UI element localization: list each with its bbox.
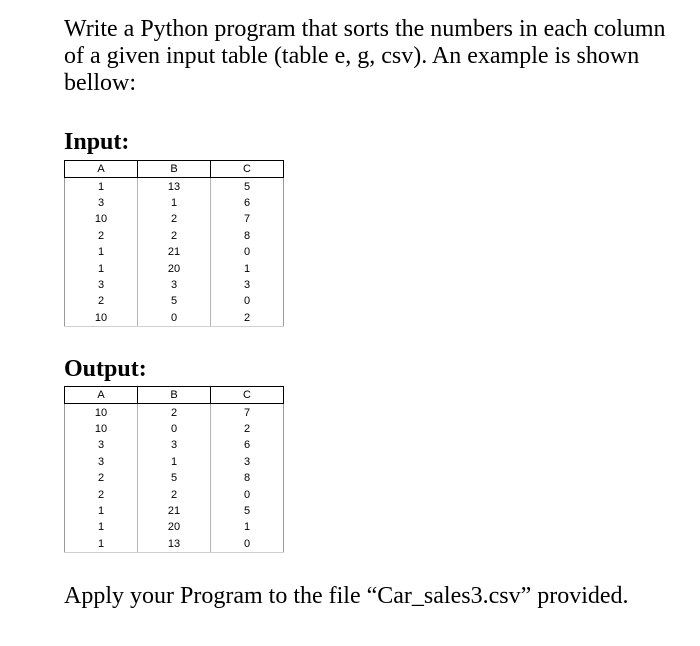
table-row [65,470,284,486]
table-cell: 8 [211,228,284,244]
column-header: C [211,161,284,178]
table-row [65,454,284,470]
table-cell: 21 [138,244,211,260]
table-cell: 7 [211,211,284,227]
output-table [64,386,284,553]
table-cell: 21 [138,503,211,519]
input-table [64,160,284,327]
table-row [65,421,284,437]
table-cell: 3 [211,277,284,293]
table-cell: 0 [138,310,211,327]
column-header: C [211,387,284,404]
table-cell: 2 [211,421,284,437]
table-row [65,277,284,293]
table-cell: 2 [138,228,211,244]
table-cell: 10 [65,404,138,421]
table-row [65,211,284,227]
table-cell: 2 [65,293,138,309]
table-cell: 1 [65,178,138,195]
output-heading: Output: [64,356,147,382]
table-row [65,178,284,195]
table-cell: 1 [65,519,138,535]
table-cell: 3 [138,437,211,453]
table-cell: 1 [211,519,284,535]
table-cell: 0 [211,293,284,309]
table-row [65,536,284,553]
table-cell: 1 [211,260,284,276]
table-row [65,486,284,502]
output-header-row [65,387,284,404]
table-row [65,519,284,535]
table-cell: 0 [211,244,284,260]
table-row [65,437,284,453]
table-cell: 3 [65,277,138,293]
table-cell: 3 [211,454,284,470]
column-header: B [138,387,211,404]
table-cell: 2 [138,211,211,227]
table-cell: 3 [65,437,138,453]
table-row [65,404,284,421]
table-cell: 5 [138,293,211,309]
table-cell: 20 [138,260,211,276]
table-cell: 13 [138,536,211,553]
table-cell: 6 [211,195,284,211]
table-row [65,244,284,260]
table-cell: 2 [65,228,138,244]
table-cell: 1 [138,195,211,211]
table-cell: 10 [65,421,138,437]
table-cell: 0 [211,486,284,502]
table-row [65,503,284,519]
table-row [65,293,284,309]
table-cell: 7 [211,404,284,421]
table-row [65,195,284,211]
column-header: A [65,387,138,404]
table-cell: 8 [211,470,284,486]
column-header: A [65,161,138,178]
table-cell: 2 [138,486,211,502]
table-cell: 2 [65,470,138,486]
table-cell: 3 [138,277,211,293]
table-row [65,228,284,244]
table-cell: 5 [138,470,211,486]
table-cell: 1 [65,536,138,553]
table-cell: 20 [138,519,211,535]
table-cell: 10 [65,211,138,227]
table-cell: 0 [211,536,284,553]
table-cell: 1 [65,244,138,260]
table-cell: 1 [65,503,138,519]
table-cell: 10 [65,310,138,327]
closing-instruction: Apply your Program to the file “Car_sales3.csv” provided. [64,583,629,609]
table-cell: 13 [138,178,211,195]
table-cell: 3 [65,454,138,470]
intro-paragraph: Write a Python program that sorts the numbers in each column of a given input table (table e, g, csv). An example is shown bellow: [64,16,666,96]
table-cell: 1 [138,454,211,470]
table-cell: 5 [211,178,284,195]
table-cell: 2 [65,486,138,502]
table-cell: 0 [138,421,211,437]
input-heading: Input: [64,129,130,155]
table-cell: 6 [211,437,284,453]
table-cell: 2 [211,310,284,327]
table-cell: 3 [65,195,138,211]
table-cell: 1 [65,260,138,276]
column-header: B [138,161,211,178]
table-cell: 2 [138,404,211,421]
table-cell: 5 [211,503,284,519]
table-row [65,260,284,276]
input-header-row [65,161,284,178]
table-row [65,310,284,327]
